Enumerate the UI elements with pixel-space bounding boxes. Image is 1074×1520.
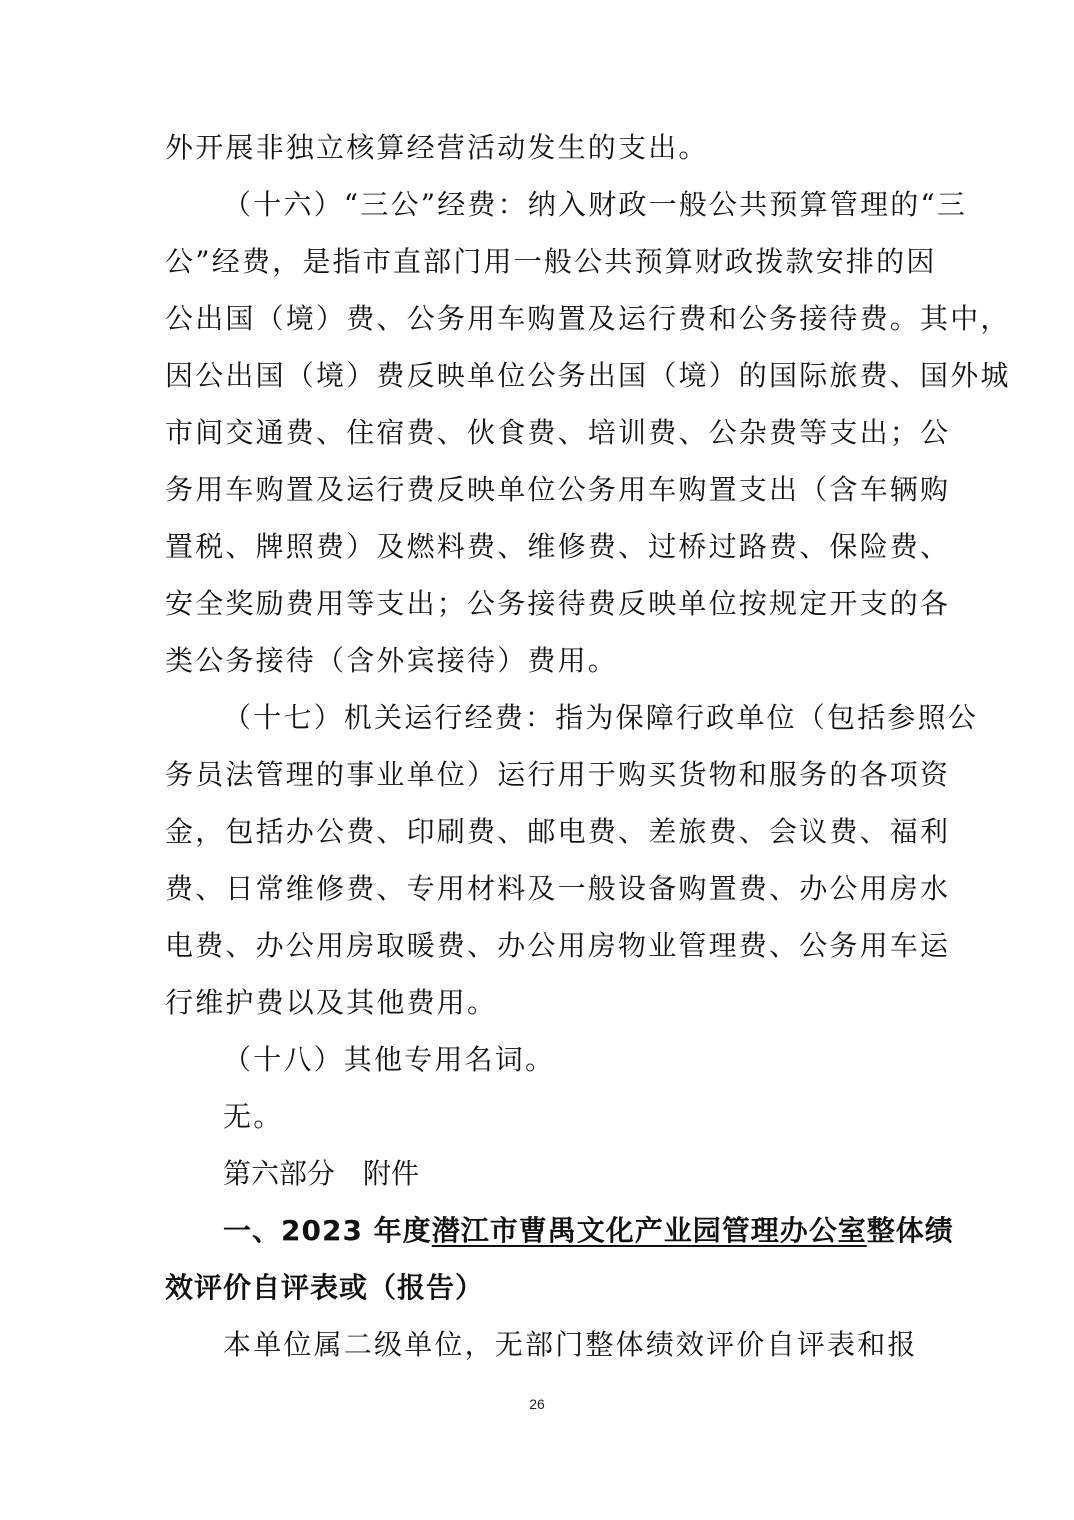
paragraph-line: 外开展非独立核算经营活动发生的支出。 [165, 131, 709, 164]
paragraph-line: 务员法管理的事业单位）运行用于购买货物和服务的各项资 [165, 758, 951, 791]
paragraph-line: 因公出国（境）费反映单位公务出国（境）的国际旅费、国外城 [165, 359, 1011, 392]
section-heading: 第六部分 附件 [223, 1157, 420, 1190]
paragraph-line: 务用车购置及运行费反映单位公务用车购置支出（含车辆购 [165, 473, 951, 506]
paragraph-line: （十六）“三公”经费：纳入财政一般公共预算管理的“三 [223, 188, 968, 221]
paragraph-line: （十七）机关运行经费：指为保障行政单位（包括参照公 [223, 701, 979, 734]
paragraph-line: 类公务接待（含外宾接待）费用。 [165, 644, 619, 677]
paragraph-line: 行维护费以及其他费用。 [165, 986, 498, 1019]
paragraph-line: 费、日常维修费、专用材料及一般设备购置费、办公用房水 [165, 872, 951, 905]
page-number: 26 [529, 1396, 545, 1412]
paragraph-line: 安全奖励费用等支出；公务接待费反映单位按规定开支的各 [165, 587, 951, 620]
paragraph-line: 电费、办公用房取暖费、办公用房物业管理费、公务用车运 [165, 929, 951, 962]
paragraph-line: 无。 [223, 1100, 284, 1133]
paragraph-line: 公出国（境）费、公务用车购置及运行费和公务接待费。其中， [165, 302, 1011, 335]
paragraph-line: 金，包括办公费、印刷费、邮电费、差旅费、会议费、福利 [165, 815, 951, 848]
paragraph-line: （十八）其他专用名词。 [223, 1043, 556, 1076]
subsection-heading-suffix: 整体绩 [866, 1214, 954, 1247]
organization-name: 潜江市曹禺文化产业园管理办公室 [431, 1214, 867, 1247]
paragraph-line: 置税、牌照费）及燃料费、维修费、过桥过路费、保险费、 [165, 530, 951, 563]
subsection-heading-prefix: 一、2023 年度 [223, 1214, 432, 1247]
document-body [165, 119, 1011, 1373]
subsection-heading-line-2: 效评价自评表或（报告） [165, 1271, 485, 1304]
paragraph-line: 市间交通费、住宿费、伙食费、培训费、公杂费等支出；公 [165, 416, 951, 449]
subsection-heading [165, 1202, 954, 1259]
paragraph-line: 本单位属二级单位，无部门整体绩效评价自评表和报 [223, 1328, 918, 1361]
paragraph-line: 公”经费，是指市直部门用一般公共预算财政拨款安排的因 [165, 245, 937, 278]
